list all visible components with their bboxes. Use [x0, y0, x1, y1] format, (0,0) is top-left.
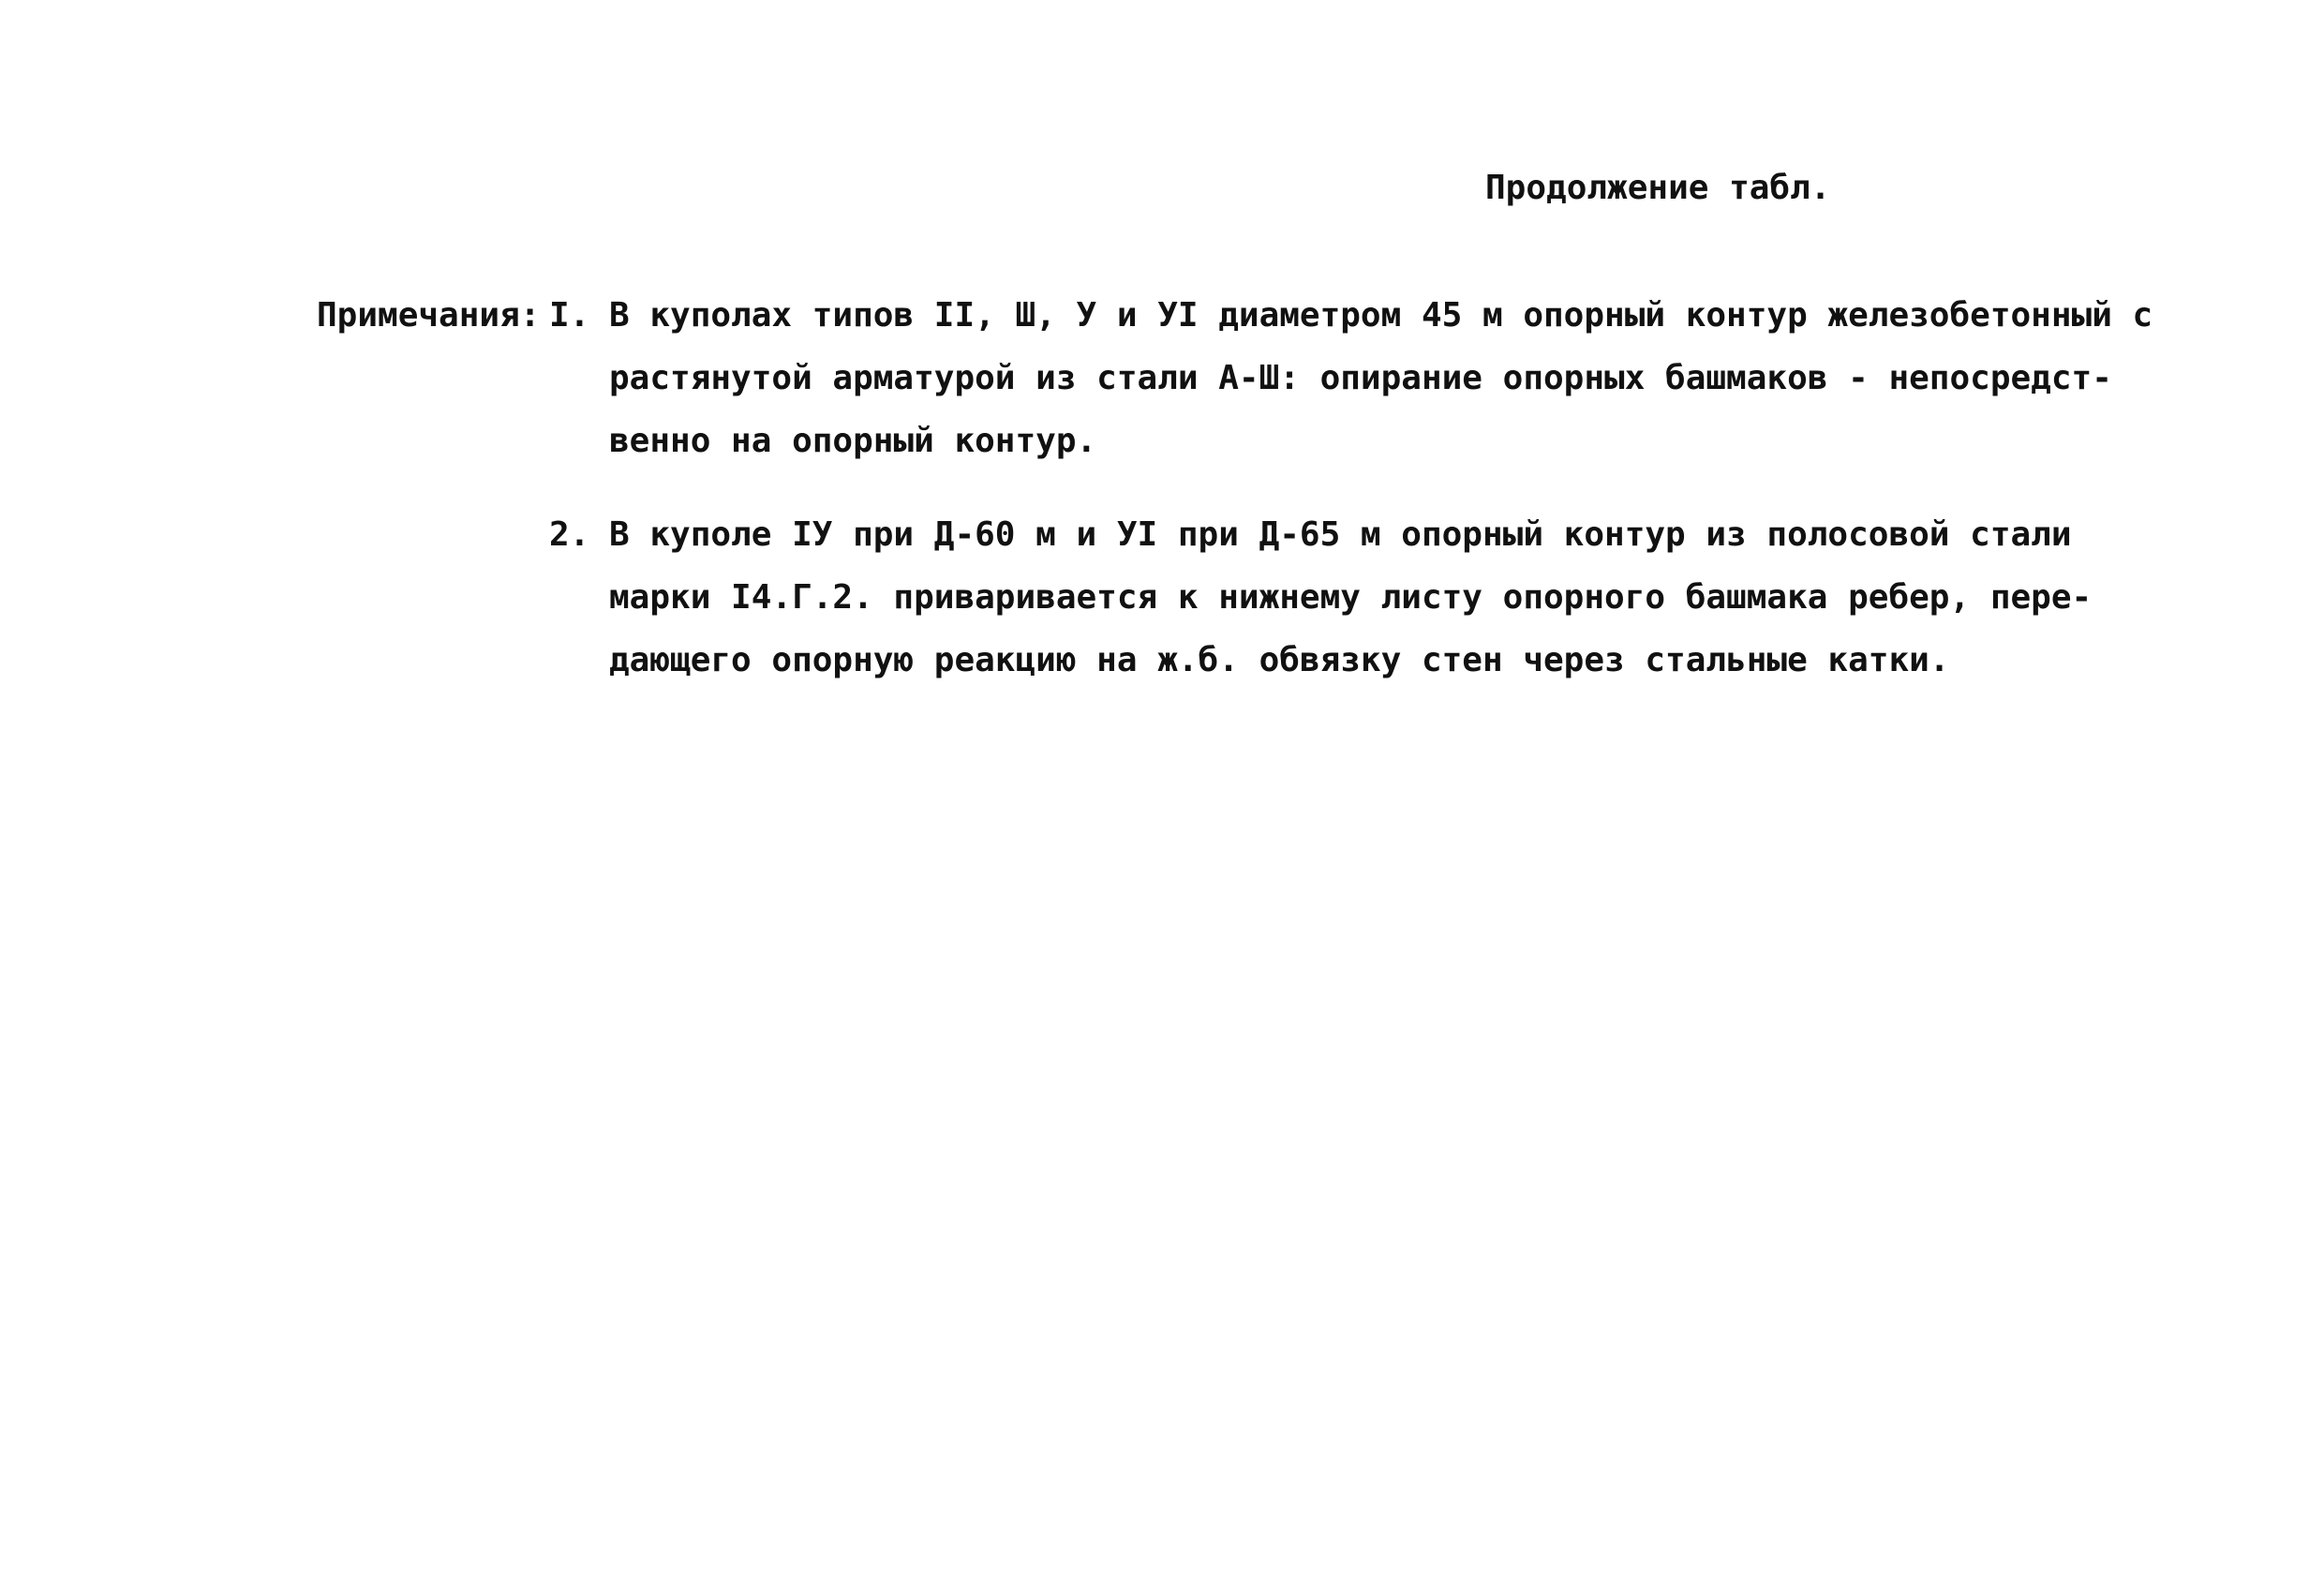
note-1-number: I.: [549, 296, 590, 335]
table-continuation-caption: Продолжение табл.: [1485, 169, 1831, 207]
note-1-line-1: В куполах типов II, Ш, У и УI диаметром 45 м опорный контур железобетонный с: [609, 296, 2153, 335]
note-2-line-2: марки I4.Г.2. приваривается к нижнему листу опорного башмака ребер, пере-: [609, 578, 2093, 617]
notes-label: Примечания:: [317, 296, 541, 335]
note-2-line-3: дающего опорную реакцию на ж.б. обвязку стен через стальные катки.: [609, 641, 1950, 679]
note-1-line-2: растянутой арматурой из стали А-Ш: опирание опорных башмаков - непосредст-: [609, 359, 2112, 397]
note-2-line-1: В куполе IУ при Д-60 м и УI при Д-65 м опорный контур из полосовой стали: [609, 515, 2072, 554]
note-1-line-3: венно на опорный контур.: [609, 422, 1097, 460]
note-2-number: 2.: [549, 515, 590, 554]
